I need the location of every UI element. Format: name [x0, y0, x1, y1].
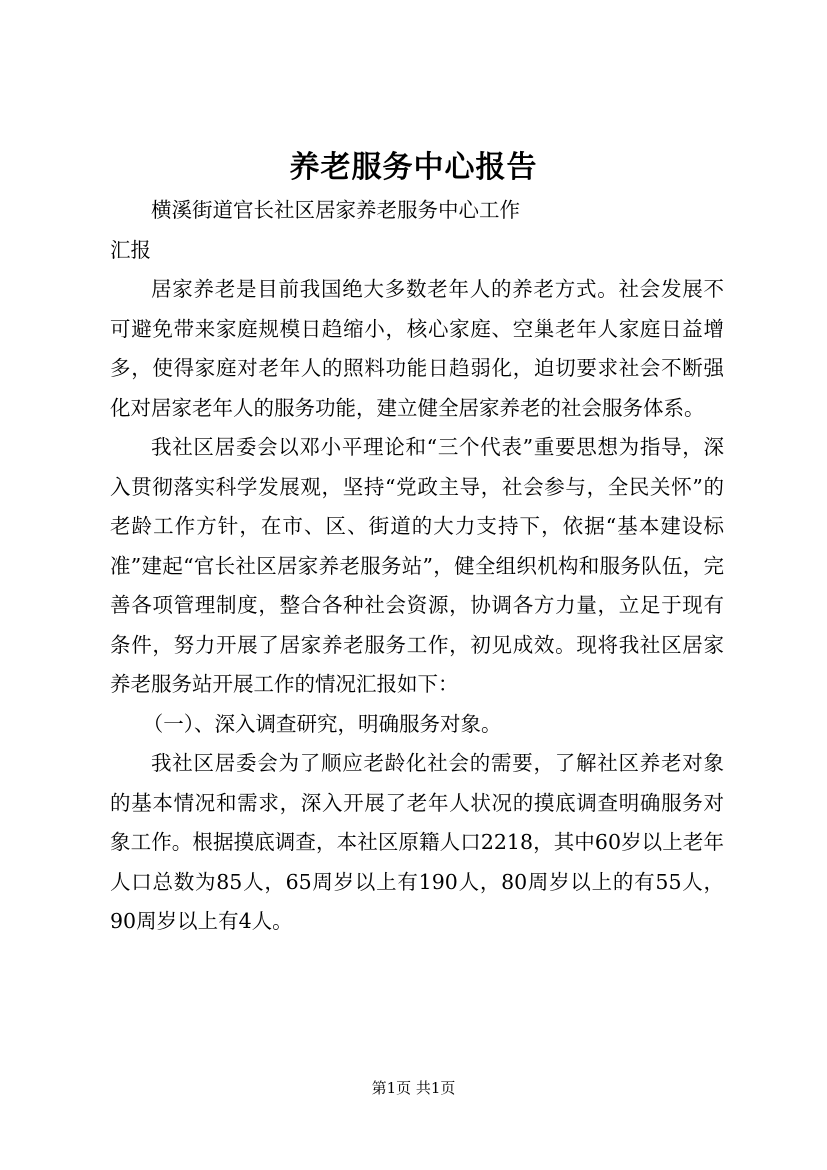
section-heading: （一）、深入调查研究，明确服务对象。: [142, 711, 502, 736]
paragraph-subtitle: 横溪街道官长社区居家养老服务中心工作汇报: [110, 198, 520, 262]
document-title: 养老服务中心报告: [289, 150, 538, 185]
page-footer: 第1页 共1页: [371, 1079, 456, 1097]
paragraph-intro: 居家养老是目前我国绝大多数老年人的养老方式。社会发展不可避免带来家庭规模日趋缩小，核心家庭、空巢老年人家庭日益增多，使得家庭对老年人的照料功能日趋弱化，迫切要求社会不断强化对居家老年人的服务功能，建立健全居家养老的社会服务体系。: [110, 277, 724, 420]
paragraph-survey: 我社区居委会为了顺应老龄化社会的需要，了解社区养老对象的基本情况和需求，深入开展了老年人状况的摸底调查明确服务对象工作。根据摸底调查，本社区原籍人口2218，其中60岁以上老年人口总数为85人，65周岁以上有190人，80周岁以上的有55人，90周岁以上有4人。: [110, 751, 724, 933]
paragraph-guidance: 我社区居委会以邓小平理论和“三个代表”重要思想为指导，深入贯彻落实科学发展观，坚持“党政主导，社会参与，全民关怀”的老龄工作方针，在市、区、街道的大力支持下，依据“基本建设标准”建起“官长社区居家养老服务站”，健全组织机构和服务队伍，完善各项管理制度，整合各种社会资源，协调各方力量，立足于现有条件，努力开展了居家养老服务工作，初见成效。现将我社区居家养老服务站开展工作的情况汇报如下：: [110, 435, 724, 696]
document-body: [110, 191, 724, 942]
